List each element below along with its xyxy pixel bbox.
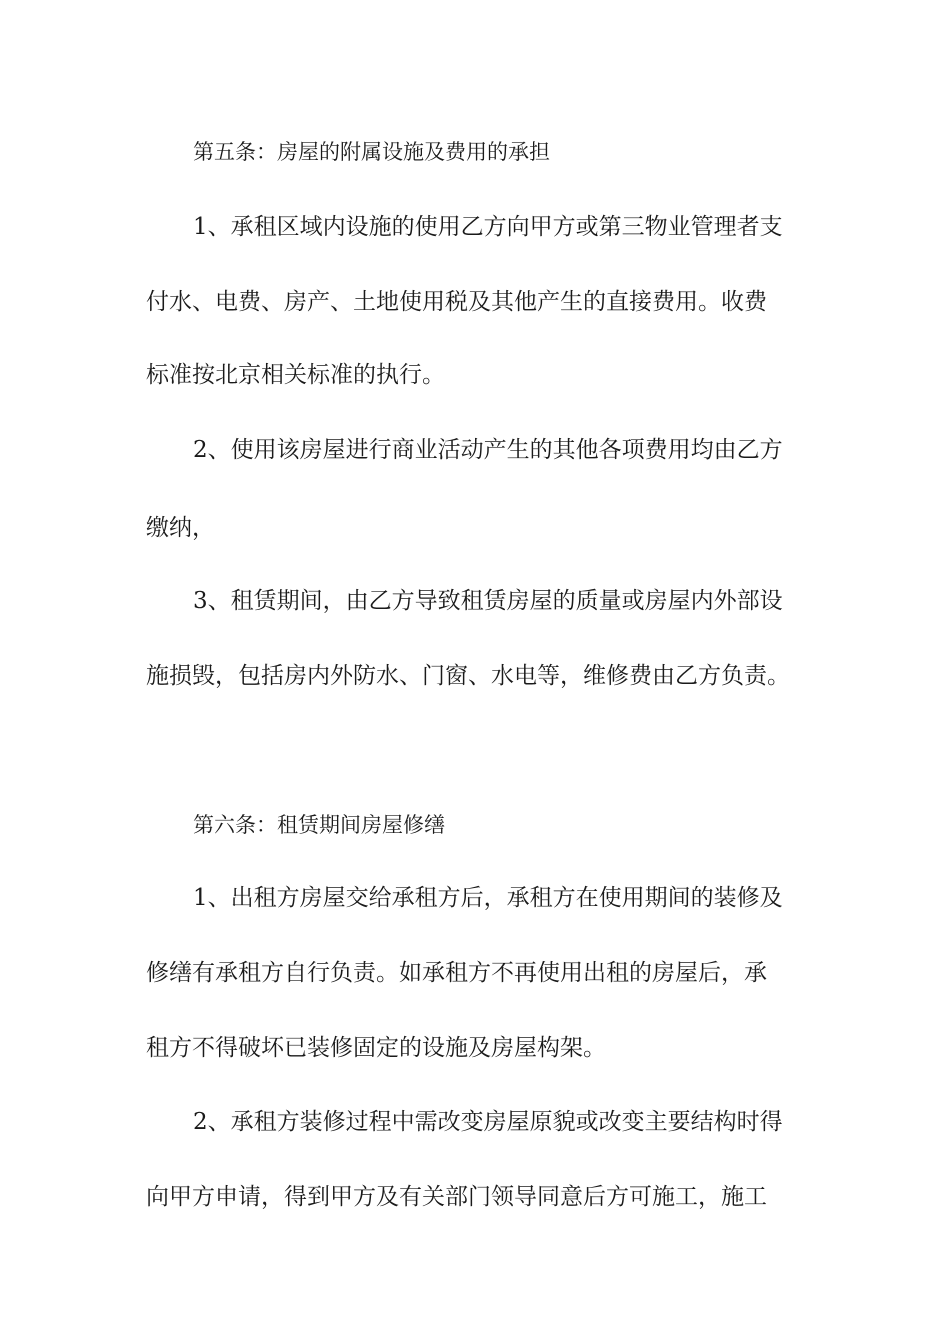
section6-line: 2、承租方装修过程中需改变房屋原貌或改变主要结构时得	[193, 1109, 783, 1135]
section5-line: 2、使用该房屋进行商业活动产生的其他各项费用均由乙方	[193, 437, 783, 463]
section6-line: 租方不得破坏已装修固定的设施及房屋构架。	[146, 1035, 606, 1061]
section5-line: 施损毁，包括房内外防水、门窗、水电等，维修费由乙方负责。	[146, 663, 790, 689]
section6-line: 修缮有承租方自行负责。如承租方不再使用出租的房屋后，承	[146, 960, 767, 986]
section6-heading: 第六条：租赁期间房屋修缮	[193, 813, 445, 837]
section6-line: 向甲方申请，得到甲方及有关部门领导同意后方可施工，施工	[146, 1184, 767, 1210]
section5-heading: 第五条：房屋的附属设施及费用的承担	[193, 140, 550, 164]
section5-line: 1、承租区域内设施的使用乙方向甲方或第三物业管理者支	[193, 214, 783, 240]
section5-line: 3、租赁期间，由乙方导致租赁房屋的质量或房屋内外部设	[193, 588, 783, 614]
section5-line: 缴纳，	[146, 515, 215, 541]
section6-line: 1、出租方房屋交给承租方后，承租方在使用期间的装修及	[193, 885, 783, 911]
section5-line: 标准按北京相关标准的执行。	[146, 362, 445, 388]
section5-line: 付水、电费、房产、土地使用税及其他产生的直接费用。收费	[146, 289, 767, 315]
